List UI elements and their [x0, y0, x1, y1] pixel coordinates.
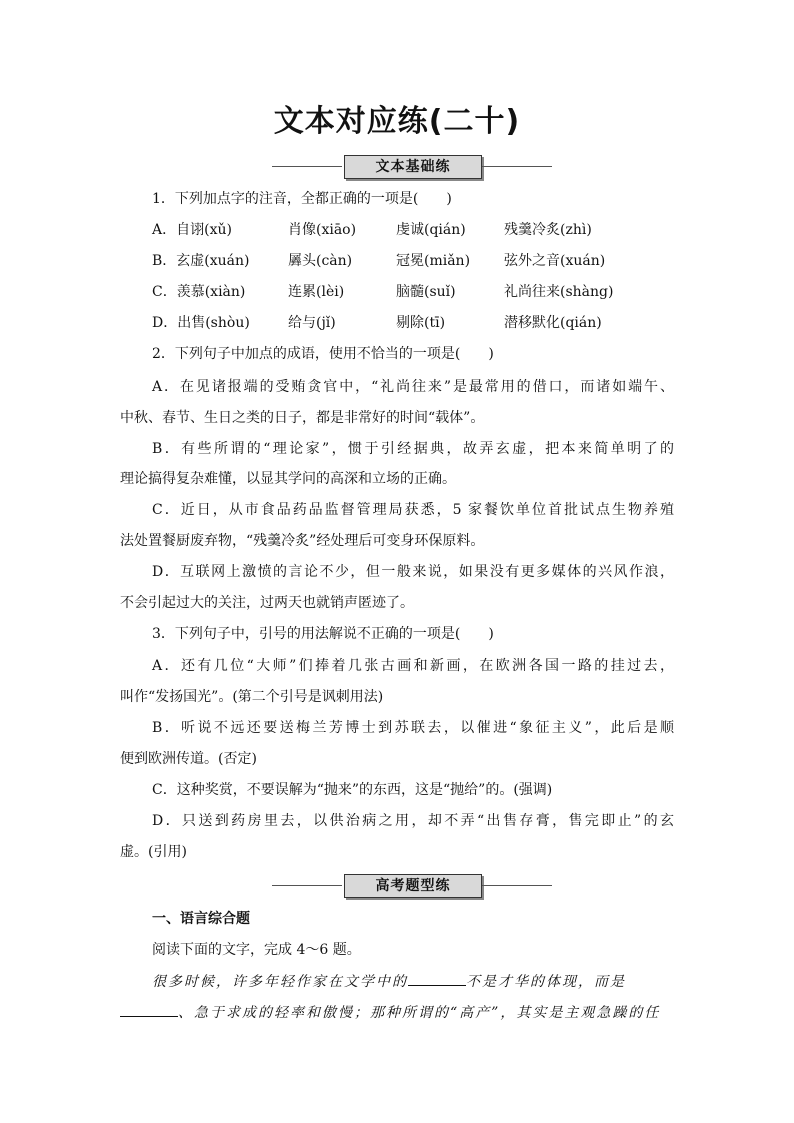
q2-option-c-cont: 法处置餐厨废弃物，“残羹冷炙”经处理后可变身环保原料。 — [120, 533, 485, 549]
section-badge-basic: 文本基础练 — [344, 155, 482, 179]
passage-text: 不是才华的体现，而是 — [466, 974, 626, 990]
q1-option-cell: 弦外之音(xuán) — [504, 253, 606, 269]
q3-option-a-cont: 叫作“发扬国光”。(第二个引号是讽刺用法) — [120, 689, 384, 705]
q2-stem: 2．下列句子中加点的成语，使用不恰当的一项是( ) — [152, 346, 494, 362]
q1-option-cell: 肖像(xiāo) — [288, 222, 357, 238]
q1-option-cell: 羼头(càn) — [288, 253, 353, 269]
q1-option-cell: 残羹冷炙(zhì) — [504, 222, 592, 238]
part1-intro: 阅读下面的文字，完成 4～6 题。 — [152, 942, 361, 958]
q1-option-cell: 给与(jǐ) — [288, 315, 336, 331]
section-header-basic — [272, 154, 552, 180]
section-header-gaokao — [272, 873, 552, 899]
q1-option-cell: 礼尚往来(shàng) — [504, 284, 614, 300]
q1-option-cell: A．自诩(xǔ) — [152, 222, 232, 238]
q1-option-cell: 剔除(tī) — [396, 315, 446, 331]
fill-blank — [408, 971, 466, 986]
q3-option-c: C．这种奖赏，不要误解为“抛来”的东西，这是“抛给”的。(强调) — [152, 782, 553, 798]
q1-stem: 1．下列加点字的注音，全都正确的一项是( ) — [152, 191, 452, 207]
q1-option-cell: D．出售(shòu) — [152, 315, 250, 331]
passage-line-2 — [120, 1002, 660, 1023]
q3-option-d-cont: 虚。(引用) — [120, 844, 187, 860]
q2-option-b-cont: 理论搞得复杂难懂，以显其学问的高深和立场的正确。 — [120, 471, 456, 487]
divider — [272, 166, 342, 167]
q1-option-cell: 虔诚(qián) — [396, 222, 466, 238]
q1-option-cell: 潜移默化(qián) — [504, 315, 602, 331]
q2-option-a: A．在见诸报端的受贿贪官中，“礼尚往来”是最常用的借口，而诸如端午、 — [152, 379, 674, 395]
q2-option-c: C．近日，从市食品药品监督管理局获悉，5 家餐饮单位首批试点生物养殖 — [152, 502, 674, 518]
q1-option-cell: C．羡慕(xiàn) — [152, 284, 246, 300]
section-badge-gaokao: 高考题型练 — [344, 874, 482, 898]
page-title: 文本对应练(二十) — [273, 104, 521, 139]
passage-text: 、急于求成的轻率和傲慢；那种所谓的“高产”，其实是主观急躁的任 — [178, 1005, 661, 1021]
passage-text: 很多时候，许多年轻作家在文学中的 — [152, 974, 408, 990]
q2-option-a-cont: 中秋、春节、生日之类的日子，都是非常好的时间“载体”。 — [120, 410, 485, 426]
divider — [272, 885, 342, 886]
q1-option-cell: 冠冕(miǎn) — [396, 253, 471, 269]
fill-blank — [120, 1002, 178, 1017]
q3-option-a: A．还有几位“大师”们捧着几张古画和新画，在欧洲各国一路的挂过去， — [152, 658, 674, 674]
q2-option-d-cont: 不会引起过大的关注，过两天也就销声匿迹了。 — [120, 595, 414, 611]
q1-option-cell: 脑髓(suǐ) — [396, 284, 456, 300]
part1-heading: 一、语言综合题 — [152, 911, 250, 927]
q3-option-b: B．听说不远还要送梅兰芳博士到苏联去，以催进“象征主义”，此后是顺 — [152, 720, 674, 736]
q3-stem: 3．下列句子中，引号的用法解说不正确的一项是( ) — [152, 626, 494, 642]
q3-option-b-cont: 便到欧洲传道。(否定) — [120, 751, 257, 767]
divider — [482, 885, 552, 886]
q2-option-b: B．有些所谓的“理论家”，惯于引经据典，故弄玄虚，把本来简单明了的 — [152, 441, 674, 457]
q2-option-d: D．互联网上激愤的言论不少，但一般来说，如果没有更多媒体的兴风作浪， — [152, 564, 674, 580]
q1-option-cell: 连累(lèi) — [288, 284, 345, 300]
passage-line-1 — [152, 971, 626, 992]
divider — [482, 166, 552, 167]
q3-option-d: D．只送到药房里去，以供治病之用，却不弄“出售存膏，售完即止”的玄 — [152, 813, 674, 829]
q1-option-cell: B．玄虚(xuán) — [152, 253, 250, 269]
